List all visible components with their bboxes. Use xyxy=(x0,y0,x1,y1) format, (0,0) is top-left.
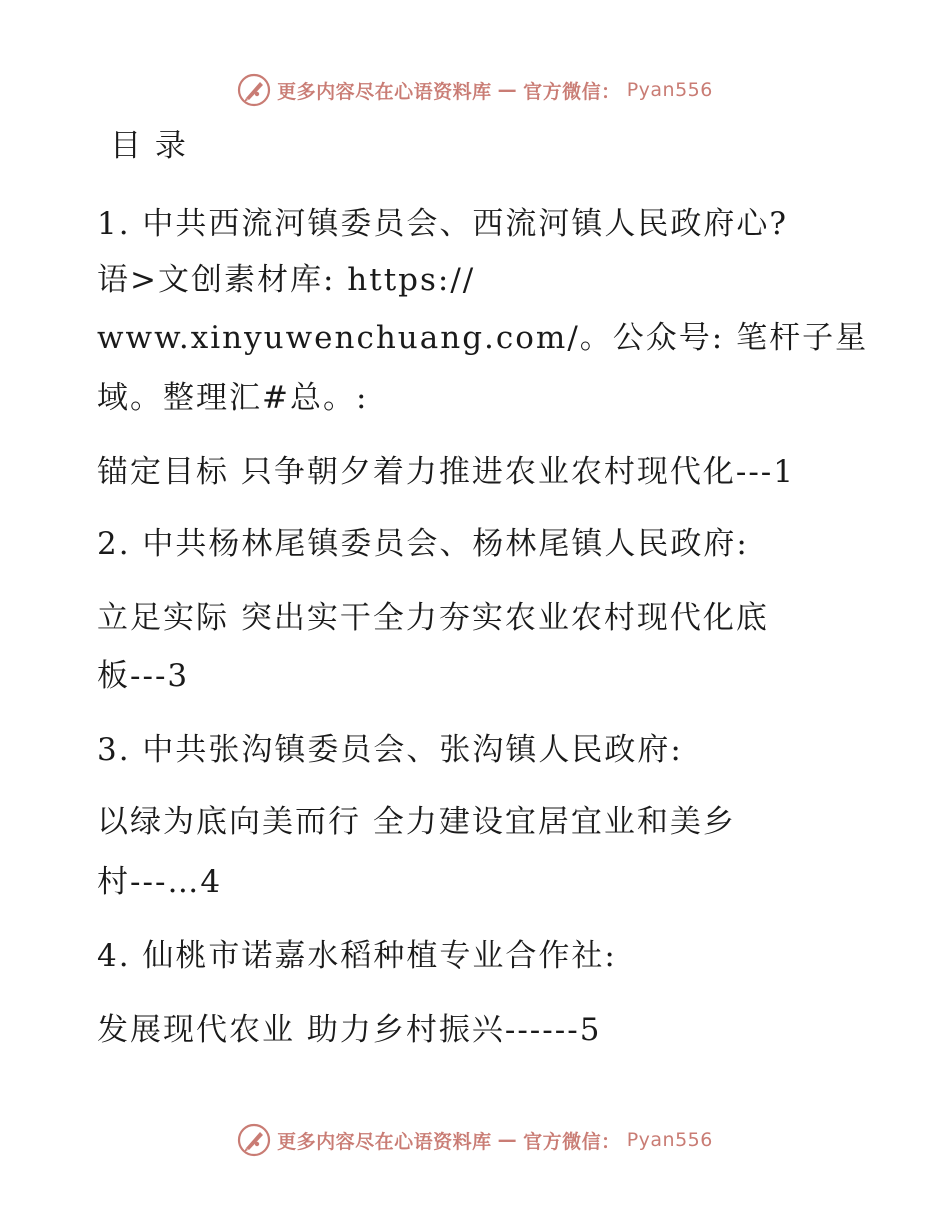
toc-line: 以绿为底向美而行 全力建设宜居宜业和美乡 xyxy=(97,804,736,840)
watermark-suffix: 官方微信： xyxy=(523,80,621,103)
quill-pen-logo-icon xyxy=(237,1123,271,1157)
toc-line: 板---3 xyxy=(97,658,190,694)
watermark-handle: Pyan556 xyxy=(626,1129,713,1151)
toc-line: 1. 中共西流河镇委员会、西流河镇人民政府心? xyxy=(97,206,789,242)
watermark-separator: — xyxy=(497,1129,518,1151)
watermark-text: 更多内容尽在心语资料库 xyxy=(277,80,492,103)
toc-line: 发展现代农业 助力乡村振兴------5 xyxy=(97,1012,602,1048)
watermark-separator: — xyxy=(497,79,518,101)
watermark-suffix: 官方微信： xyxy=(523,1130,621,1153)
toc-line: 4. 仙桃市诺嘉水稻种植专业合作社: xyxy=(97,938,617,974)
toc-line: 2. 中共杨林尾镇委员会、杨林尾镇人民政府: xyxy=(97,526,749,562)
toc-line: 锚定目标 只争朝夕着力推进农业农村现代化---1 xyxy=(97,454,795,490)
toc-line: 域。整理汇#总。: xyxy=(97,380,369,416)
toc-line: 立足实际 突出实干全力夯实农业农村现代化底 xyxy=(97,600,769,636)
toc-title: 目 录 xyxy=(110,128,188,164)
watermark-text: 更多内容尽在心语资料库 xyxy=(277,1130,492,1153)
footer-watermark xyxy=(0,1120,950,1160)
toc-line: www.xinyuwenchuang.com/。公众号: 笔杆子星 xyxy=(97,320,869,356)
toc-line: 语>文创素材库: https:// xyxy=(97,262,476,298)
header-watermark xyxy=(0,70,950,110)
toc-line: 村---…4 xyxy=(97,864,223,900)
watermark-handle: Pyan556 xyxy=(626,79,713,101)
quill-pen-logo-icon xyxy=(237,73,271,107)
toc-line: 3. 中共张沟镇委员会、张沟镇人民政府: xyxy=(97,732,683,768)
